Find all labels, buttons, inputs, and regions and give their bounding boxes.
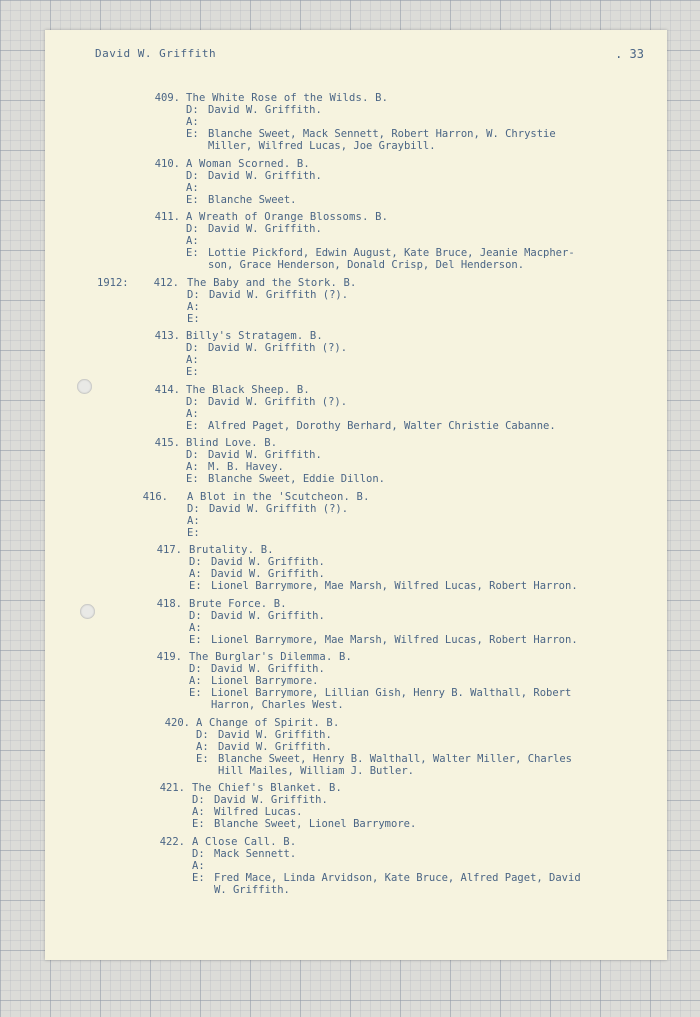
paper-sheet bbox=[45, 30, 667, 960]
entry-title: Brutality. B. bbox=[189, 544, 274, 556]
entry-413 bbox=[45, 330, 667, 378]
director-line: D: David W. Griffith. bbox=[186, 223, 322, 235]
entry-number: 419. bbox=[156, 651, 182, 663]
director-line: D: David W. Griffith. bbox=[189, 663, 325, 675]
author-line: A: bbox=[192, 859, 205, 872]
entry-title: A Wreath of Orange Blossoms. B. bbox=[186, 211, 389, 223]
author-line: A: David W. Griffith. bbox=[189, 568, 325, 580]
entry-415 bbox=[45, 437, 667, 485]
entry-title: Blind Love. B. bbox=[186, 437, 278, 449]
entry-417 bbox=[45, 544, 667, 592]
cast-line-cont: W. Griffith. bbox=[214, 883, 290, 896]
entry-number: 417. bbox=[156, 544, 182, 556]
director-line: D: David W. Griffith (?). bbox=[187, 288, 349, 301]
entry-title: The White Rose of the Wilds. B. bbox=[186, 92, 389, 104]
cast-line: E: Blanche Sweet, Henry B. Walthall, Walter Miller, Charles bbox=[196, 752, 573, 765]
entry-414 bbox=[45, 384, 667, 432]
entry-number: 415. bbox=[154, 437, 180, 449]
cast-line-cont: Harron, Charles West. bbox=[211, 699, 344, 711]
author-line: A: bbox=[186, 181, 199, 194]
entry-number: 421. bbox=[159, 782, 185, 794]
director-line: D: David W. Griffith (?). bbox=[187, 502, 349, 515]
director-line: D: David W. Griffith. bbox=[189, 609, 325, 622]
director-line: D: Mack Sennett. bbox=[192, 847, 297, 860]
cast-line: E: Alfred Paget, Dorothy Berhard, Walter Christie Cabanne. bbox=[186, 419, 556, 432]
author-line: A: Lionel Barrymore. bbox=[189, 675, 319, 687]
entry-title: Billy's Stratagem. B. bbox=[186, 330, 323, 342]
entry-421 bbox=[45, 782, 667, 830]
entry-number: 413. bbox=[154, 330, 180, 342]
page-header: David W. Griffith bbox=[95, 47, 217, 60]
author-line: A: Wilfred Lucas. bbox=[192, 806, 303, 818]
cast-line: E: Fred Mace, Linda Arvidson, Kate Bruce, Alfred Paget, David bbox=[192, 871, 581, 884]
entry-title: A Change of Spirit. B. bbox=[196, 716, 340, 729]
entry-number: 414. bbox=[154, 383, 180, 396]
entry-title: The Chief's Blanket. B. bbox=[192, 782, 342, 794]
author-line: A: bbox=[186, 354, 199, 366]
entry-title: Brute Force. B. bbox=[189, 597, 287, 610]
entry-422 bbox=[45, 836, 667, 896]
cast-line-cont: Miller, Wilfred Lucas, Joe Graybill. bbox=[208, 140, 436, 152]
entry-number: 411. bbox=[154, 211, 180, 223]
author-line: A: David W. Griffith. bbox=[196, 740, 332, 753]
cast-line-cont: son, Grace Henderson, Donald Crisp, Del Henderson. bbox=[208, 259, 525, 271]
entry-420 bbox=[45, 717, 667, 777]
cast-line: E: bbox=[187, 312, 200, 325]
entry-number: 410. bbox=[154, 157, 180, 170]
cast-line: E: bbox=[187, 526, 200, 539]
year-label: 1912: bbox=[97, 276, 129, 289]
cast-line: E: Blanche Sweet, Mack Sennett, Robert Harron, W. Chrystie bbox=[186, 128, 556, 140]
entry-title: A Close Call. B. bbox=[192, 835, 297, 848]
author-line: A: bbox=[187, 514, 200, 527]
entry-number: 420. bbox=[164, 716, 190, 729]
entry-title: The Baby and the Stork. B. bbox=[187, 276, 357, 289]
cast-line: E: Lottie Pickford, Edwin August, Kate Bruce, Jeanie Macpher- bbox=[186, 247, 575, 259]
author-line: A: bbox=[189, 621, 202, 634]
entry-title: A Blot in the 'Scutcheon. B. bbox=[187, 490, 370, 503]
cast-line: E: Blanche Sweet, Lionel Barrymore. bbox=[192, 818, 417, 830]
entry-title: The Burglar's Dilemma. B. bbox=[189, 651, 353, 663]
director-line: D: David W. Griffith. bbox=[186, 169, 322, 182]
cast-line: E: Lionel Barrymore, Mae Marsh, Wilfred Lucas, Robert Harron. bbox=[189, 580, 578, 592]
entry-number: 418. bbox=[156, 597, 182, 610]
author-line: A: bbox=[186, 235, 199, 247]
entry-418 bbox=[45, 598, 667, 646]
author-line: A: bbox=[187, 300, 200, 313]
entry-410 bbox=[45, 158, 667, 206]
author-line: A: bbox=[186, 116, 199, 128]
cast-line: E: Blanche Sweet. bbox=[186, 193, 297, 206]
cast-line: E: Lionel Barrymore, Lillian Gish, Henry B. Walthall, Robert bbox=[189, 687, 572, 699]
entry-419 bbox=[45, 651, 667, 711]
entry-number: 409. bbox=[154, 92, 180, 104]
cast-line-cont: Hill Mailes, William J. Butler. bbox=[218, 764, 414, 777]
director-line: D: David W. Griffith (?). bbox=[186, 395, 348, 408]
entry-number: 416. bbox=[142, 490, 168, 503]
director-line: D: David W. Griffith. bbox=[186, 449, 322, 461]
filmography-list bbox=[45, 92, 667, 901]
entry-title: A Woman Scorned. B. bbox=[186, 157, 310, 170]
entry-412 bbox=[45, 277, 667, 325]
author-line: A: bbox=[186, 407, 199, 420]
author-line: A: M. B. Havey. bbox=[186, 461, 284, 473]
entry-409 bbox=[45, 92, 667, 152]
entry-title: The Black Sheep. B. bbox=[186, 383, 310, 396]
director-line: D: David W. Griffith. bbox=[196, 728, 332, 741]
entry-411 bbox=[45, 211, 667, 271]
entry-number: 422. bbox=[159, 835, 185, 848]
cast-line: E: Blanche Sweet, Eddie Dillon. bbox=[186, 473, 386, 485]
cast-line: E: bbox=[186, 366, 199, 378]
page-number: . 33 bbox=[615, 47, 644, 61]
entry-416 bbox=[45, 491, 667, 539]
director-line: D: David W. Griffith (?). bbox=[186, 342, 348, 354]
director-line: D: David W. Griffith. bbox=[186, 104, 322, 116]
entry-number: 412. bbox=[153, 276, 179, 289]
director-line: D: David W. Griffith. bbox=[189, 556, 325, 568]
director-line: D: David W. Griffith. bbox=[192, 794, 328, 806]
cast-line: E: Lionel Barrymore, Mae Marsh, Wilfred Lucas, Robert Harron. bbox=[189, 633, 578, 646]
